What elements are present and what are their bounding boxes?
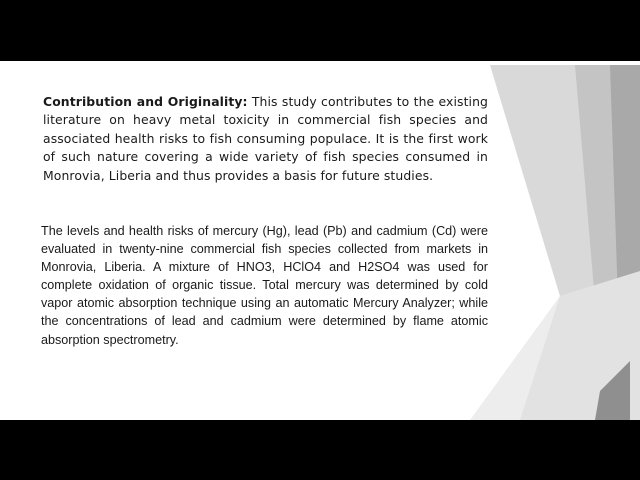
letterbox-bottom-bar: [0, 420, 640, 480]
contribution-text: This study contributes to the existing literature on heavy metal toxicity in commercial fish species and associated health risks to fish consuming populace. It is the first work of such nature covering a wide variety of fish species consumed in Monrovia, Liberia and thus provides a basis for future studies.: [43, 94, 488, 183]
contribution-paragraph: [43, 93, 488, 185]
abstract-paragraph: The levels and health risks of mercury (Hg), lead (Pb) and cadmium (Cd) were evaluated in twenty-nine commercial fish species collected from markets in Monrovia, Liberia. A mixture of HNO3, HClO4 and H2SO4 was used for complete oxidation of organic tissue. Total mercury was determined by cold vapor atomic absorption technique using an automatic Mercury Analyzer; while the concentrations of lead and cadmium were determined by flame atomic absorption spectrometry.: [41, 224, 488, 347]
letterbox-top-bar: [0, 0, 640, 61]
contribution-heading: Contribution and Originality:: [43, 94, 248, 109]
slide: [0, 61, 640, 420]
